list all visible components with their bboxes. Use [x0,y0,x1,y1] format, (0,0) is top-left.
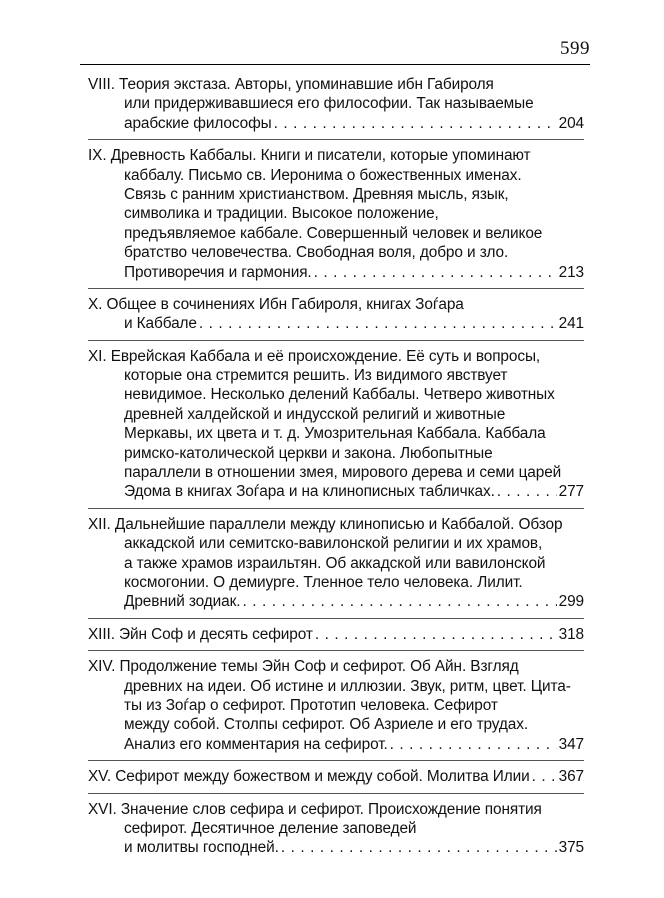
dot-leader [242,592,556,611]
toc-entry-text: Анализ его комментария на сефирот. [124,735,388,753]
entry-separator [88,340,584,341]
dot-leader [315,625,557,644]
toc-entry-last-line [88,767,584,786]
toc-entry-last-line [88,625,584,644]
toc-page-number: 318 [558,625,584,643]
toc-entry-text: римско-католической церкви и закона. Любопытные [124,444,493,462]
dot-leader [497,482,557,501]
toc-page-number: 241 [558,315,584,333]
toc-entry-last-line [88,482,584,501]
toc-entry-text: IX. Древность Каббалы. Книги и писатели, которые упоминают [88,147,531,165]
toc-entry [88,625,584,644]
toc-entry-text: Древний зодиак. [124,593,241,611]
toc-entry-text: невидимое. Несколько делений Каббалы. Четверо животных [124,386,555,404]
toc-entry-text: XVI. Значение слов сефира и сефирот. Происхождение понятия [88,800,542,818]
toc-entry-text: X. Общее в сочинениях Ибн Габироля, книгах Зоѓара [88,295,464,313]
toc-entry-text: аккадской или семитско-вавилонской религии и их храмов, [124,535,543,553]
toc-page-number: 375 [558,839,584,857]
toc-entry-text: древней халдейской и индусской религий и животные [124,405,506,423]
entry-separator [88,760,584,761]
toc-entry [88,657,584,754]
toc-entry [88,515,584,612]
toc-entry-last-line [88,735,584,754]
toc-entry-text: Связь с ранним христианством. Древняя мысль, язык, [124,185,509,203]
toc-page-number: 213 [558,263,584,281]
page-number: 599 [560,38,590,59]
toc-entry-text: и Каббале [124,315,197,333]
toc-entry [88,347,584,502]
dot-leader [199,314,557,333]
entry-separator [88,288,584,289]
toc-entry-text: братство человечества. Свободная воля, добро и зло. [124,244,509,262]
entry-separator [88,618,584,619]
toc-page-number: 299 [558,593,584,611]
toc-entry-last-line [88,114,584,133]
toc-entry-text: арабские философы [124,114,272,132]
table-of-contents [88,75,584,858]
toc-entry-text: каббалу. Письмо св. Иеронима о божественных именах. [124,166,522,184]
toc-entry-text: а также храмов израильтян. Об аккадской или вавилонской [124,554,546,572]
dot-leader [532,767,557,786]
toc-entry-text: XV. Сефирот между божеством и между собой. Молитва Илии [88,768,530,786]
toc-entry-text: XII. Дальнейшие параллели между клинописью и Каббалой. Обзор [88,515,563,533]
toc-entry-text: Меркавы, их цвета и т. д. Умозрительная Каббала. Каббала [124,425,546,443]
toc-entry-text: сефирот. Десятичное деление заповедей [124,819,417,837]
toc-entry-text: или придерживавшиеся его философии. Так называемые [124,95,534,113]
toc-entry-last-line [88,263,584,282]
entry-separator [88,793,584,794]
toc-entry-text: Эдома в книгах Зоѓара и на клинописных табличках. [124,483,495,501]
toc-entry-text: символика и традиции. Высокое положение, [124,205,439,223]
toc-entry [88,146,584,282]
toc-entry-text: между собой. Столпы сефирот. Об Азриеле и его трудах. [124,716,529,734]
toc-entry-text: XIV. Продолжение темы Эйн Соф и сефирот. Об Айн. Взгляд [88,658,519,676]
toc-entry [88,767,584,786]
toc-page-number: 367 [558,768,584,786]
toc-entry-text: XIII. Эйн Соф и десять сефирот [88,625,313,643]
toc-entry-text: предъявляемое каббале. Совершенный человек и великое [124,224,543,242]
toc-page-number: 347 [558,735,584,753]
toc-entry-text: VIII. Теория экстаза. Авторы, упоминавшие ибн Габироля [88,76,494,93]
toc-page-number: 204 [558,114,584,132]
dot-leader [390,735,557,754]
toc-entry-text: параллели в отношении змея, мирового дерева и семи царей [124,464,562,482]
toc-entry [88,75,584,133]
header-rule [80,64,590,65]
entry-separator [88,650,584,651]
toc-entry-last-line [88,838,584,857]
entry-separator [88,139,584,140]
toc-entry-text: XI. Еврейская Каббала и её происхождение. Её суть и вопросы, [88,347,541,365]
dot-leader [314,263,557,282]
toc-entry-last-line [88,314,584,333]
toc-entry-text: которые она стремится решить. Из видимого явствует [124,367,508,385]
toc-page-number: 277 [558,483,584,501]
toc-entry-text: Противоречия и гармония. [124,263,312,281]
toc-entry-text: древних на идеи. Об истине и иллюзии. Звук, ритм, цвет. Цита- [124,677,571,695]
dot-leader [281,838,557,857]
toc-entry-text: и молитвы господней. [124,839,279,857]
dot-leader [274,114,557,133]
toc-entry-text: ты из Зоѓар о сефирот. Прототип человека. Сефирот [124,696,498,714]
toc-entry [88,295,584,334]
toc-entry-text: космогонии. О демиурге. Тленное тело человека. Лилит. [124,573,523,591]
entry-separator [88,508,584,509]
toc-entry-last-line [88,592,584,611]
toc-entry [88,800,584,858]
